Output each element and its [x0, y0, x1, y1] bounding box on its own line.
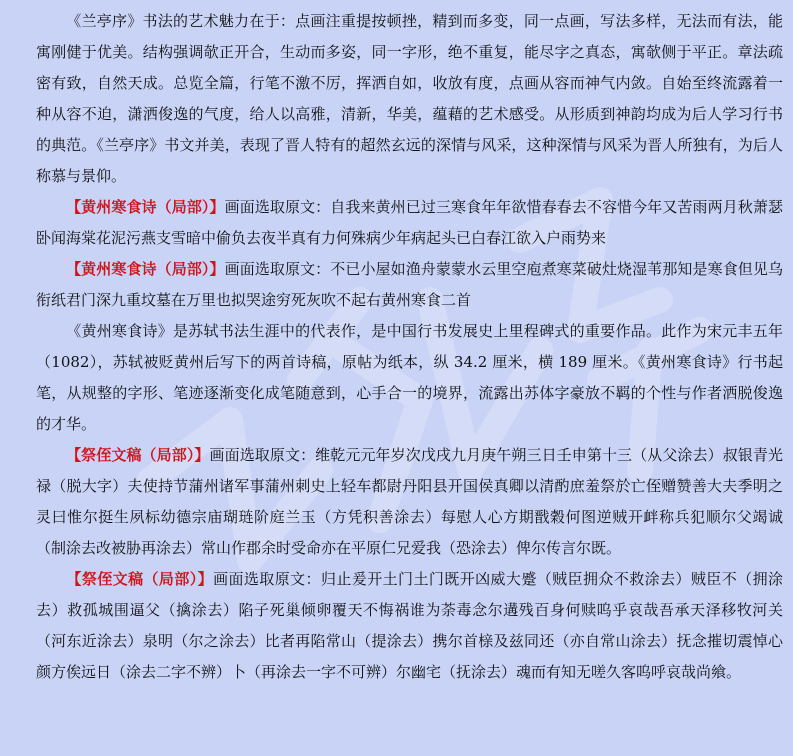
paragraph-jizhi-excerpt-1	[36, 440, 783, 564]
paragraph-lanting-analysis	[36, 6, 783, 192]
section-label: 【黄州寒食诗（局部）】	[66, 260, 225, 278]
paragraph-jizhi-excerpt-2	[36, 564, 783, 688]
paragraph-text: 画面选取原文：归止爰开土门土门既开凶威大蹙（贼臣拥众不救涂去）贼臣不（拥涂去）救孤城围逼父（擒涂去）陷子死巢倾卵覆天不悔祸谁为荼毒念尔遘残百身何赎呜乎哀哉吾承天泽移牧河关（河东近涂去）泉明（尔之涂去）比者再陷常山（提涂去）携尔首榇及兹同还（亦自常山涂去）抚念摧切震悼心颜方俟远日（涂去二字不辨）卜（再涂去一字不可辨）尔幽宅（抚涂去）魂而有知无嗟久客呜呼哀哉尚飨。	[36, 570, 783, 681]
paragraph-huangzhou-excerpt-2	[36, 254, 783, 316]
paragraph-huangzhou-analysis	[36, 316, 783, 440]
paragraph-text: 画面选取原文：维乾元元年岁次戊戌九月庚午朔三日壬申第十三（从父涂去）叔银青光禄（脱大字）夫使持节蒲州诸军事蒲州刺史上轻车都尉丹阳县开国侯真卿以清酌庶羞祭於亡侄赠赞善大夫季明之灵曰惟尔挺生夙标幼德宗庙瑚琏阶庭兰玉（方凭积善涂去）每慰人心方期戬穀何图逆贼开衅称兵犯顺尔父竭诚（制涂去改被胁再涂去）常山作郡余时受命亦在平原仁兄爱我（恐涂去）俾尔传言尔既。	[36, 446, 783, 557]
section-label: 【祭侄文稿（局部）】	[66, 570, 214, 588]
section-label: 【黄州寒食诗（局部）】	[66, 198, 225, 216]
paragraph-text: 《黄州寒食诗》是苏轼书法生涯中的代表作，是中国行书发展史上里程碑式的重要作品。此作为宋元丰五年（1082），苏轼被贬黄州后写下的两首诗稿，原帖为纸本，纵 34.2 厘米，横 189 厘米。《黄州寒食诗》行书起笔，从规整的字形、笔迹逐渐变化成笔随意到，心手合一的境界，流露出苏体字豪放不羁的个性与作者洒脱俊逸的才华。	[36, 322, 783, 433]
section-label: 【祭侄文稿（局部）】	[66, 446, 210, 464]
paragraph-huangzhou-excerpt-1	[36, 192, 783, 254]
paragraph-text: 画面选取原文：不已小屋如渔舟蒙蒙水云里空庖煮寒菜破灶烧湿苇那知是寒食但见乌衔纸君门深九重坟墓在万里也拟哭途穷死灰吹不起右黄州寒食二首	[36, 260, 783, 309]
paragraph-text: 画面选取原文：自我来黄州已过三寒食年年欲惜春春去不容惜今年又苦雨两月秋萧瑟卧闻海棠花泥污燕支雪暗中偷负去夜半真有力何殊病少年病起头已白春江欲入户雨势来	[36, 198, 783, 247]
paragraph-text: 《兰亭序》书法的艺术魅力在于：点画注重提按顿挫，精到而多变，同一点画，写法多样，无法而有法，能寓刚健于优美。结构强调欹正开合，生动而多姿，同一字形，绝不重复，能尽字之真态，寓欹侧于平正。章法疏密有致，自然天成。总览全篇，行笔不激不厉，挥洒自如，收放有度，点画从容而神气内敛。自始至终流露着一种从容不迫，潇洒俊逸的气度，给人以高雅，清新，华美，蕴藉的艺术感受。从形质到神韵均成为后人学习行书的典范。《兰亭序》书文并美，表现了晋人特有的超然玄远的深情与风采，这种深情与风采为晋人所独有，为后人称慕与景仰。	[36, 12, 783, 185]
